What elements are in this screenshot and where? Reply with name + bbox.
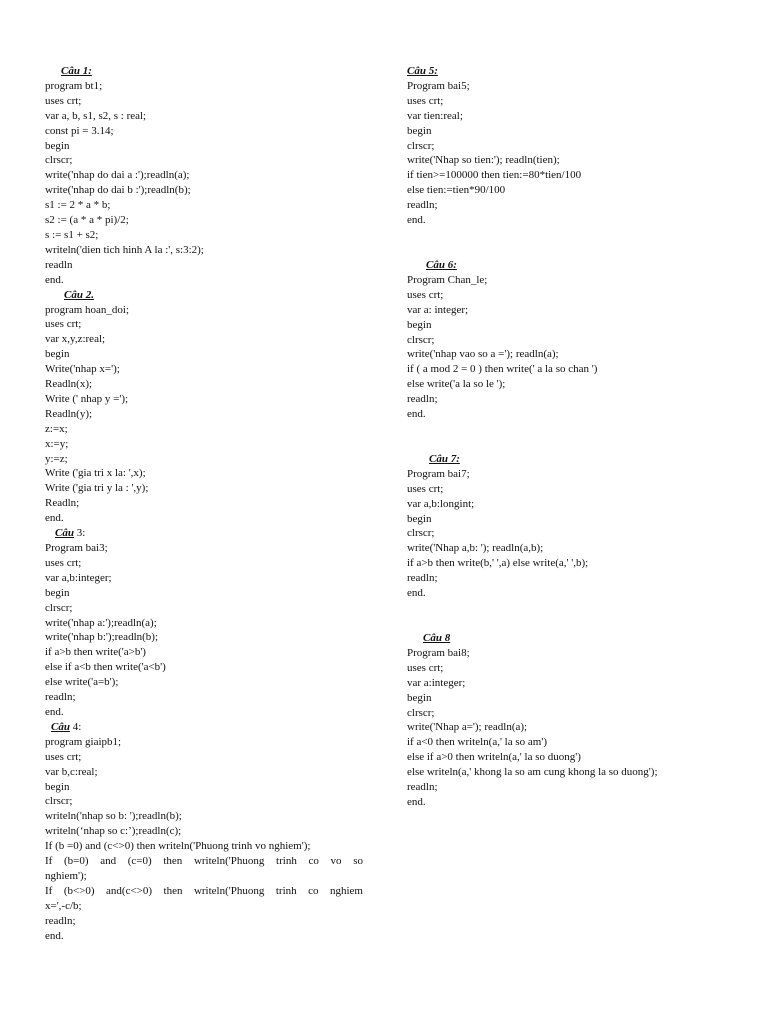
code-line: x=',-c/b; (45, 899, 82, 912)
code-line: begin (45, 139, 70, 152)
code-line: write('Nhap a,b: '); readln(a,b); (407, 542, 544, 555)
code-line: nghiem'); (45, 869, 87, 882)
code-line: var a: integer; (407, 303, 469, 316)
right-column (407, 64, 747, 810)
code-cau-6 (407, 273, 747, 422)
code-line: write('nhap do dai b :');readln(b); (45, 184, 191, 197)
section-cau-6 (407, 258, 747, 422)
code-line: var a:integer; (407, 676, 466, 689)
code-line: var a,b:integer; (45, 571, 112, 584)
code-line: writeln('dien tich hinh A la :', s:3:2); (45, 243, 204, 256)
code-line: s2 := (a * a * pi)/2; (45, 214, 129, 227)
code-line: else tien:=tien*90/100 (407, 184, 506, 197)
code-line: const pi = 3.14; (45, 124, 114, 137)
heading-cau-2: Câu 2. (64, 288, 94, 301)
section-cau-2 (45, 288, 363, 527)
code-line: if a>b then write('a>b') (45, 646, 146, 659)
code-line: write('nhap vao so a ='); readln(a); (407, 348, 559, 361)
section-cau-8 (407, 631, 747, 810)
code-line: begin (407, 318, 432, 331)
heading-cau-8: Câu 8 (423, 632, 451, 644)
code-line: uses crt; (45, 94, 82, 107)
heading-cau-3: Câu 3: (55, 527, 86, 540)
code-line: Program bai3; (45, 542, 108, 554)
code-line: clrscr; (45, 795, 73, 808)
code-cau-3 (45, 541, 363, 720)
heading-cau-6: Câu 6: (426, 258, 457, 271)
code-line: s := s1 + s2; (45, 228, 99, 241)
code-line: uses crt; (407, 482, 444, 495)
code-line: var tien:real; (407, 109, 463, 122)
code-line: write('nhap b:');readln(b); (45, 631, 159, 644)
code-line: Write (' nhap y ='); (45, 392, 129, 405)
code-line: if ( a mod 2 = 0 ) then write(' a la so chan ') (407, 363, 598, 376)
code-line: begin (407, 691, 432, 704)
left-column (45, 64, 363, 943)
code-line: var x,y,z:real; (45, 333, 106, 346)
code-line: end. (45, 273, 64, 286)
code-line: else write('a la so le '); (407, 378, 506, 391)
code-line: Write ('gia tri x la: ',x); (45, 467, 146, 480)
code-line: program bt1; (45, 79, 103, 92)
section-cau-7 (407, 452, 747, 601)
code-line: clrscr; (45, 601, 73, 614)
code-line: readln; (407, 572, 438, 585)
code-line: var b,c:real; (45, 765, 98, 778)
section-cau-4 (45, 720, 363, 944)
code-line: clrscr; (45, 154, 73, 167)
section-cau-3 (45, 526, 363, 720)
code-line: write('Nhap so tien:'); readln(tien); (407, 154, 560, 167)
code-line: else writeln(a,' khong la so am cung khong la so duong'); (407, 766, 658, 779)
code-line: if a<0 then writeln(a,' la so am') (407, 736, 547, 749)
code-line: end. (45, 929, 64, 942)
code-line: uses crt; (45, 556, 82, 569)
code-line: Program Chan_le; (407, 273, 488, 286)
code-line: Program bai8; (407, 646, 470, 659)
section-cau-1 (45, 64, 363, 288)
code-line: z:=x; (45, 422, 68, 435)
code-line: If (b<>0) and(c<>0) then writeln('Phuong trinh co nghiem (45, 884, 363, 897)
code-line: begin (407, 512, 432, 525)
code-line: begin (45, 586, 70, 599)
code-line: else if a>0 then writeln(a,' la so duong') (407, 751, 581, 764)
code-cau-2 (45, 303, 363, 527)
code-line: Program bai7; (407, 467, 470, 480)
code-line: x:=y; (45, 437, 69, 450)
code-line: Write('nhap x='); (45, 363, 120, 376)
code-line: var a, b, s1, s2, s : real; (45, 109, 147, 122)
code-line: end. (407, 408, 426, 421)
code-line: clrscr; (407, 139, 435, 152)
code-line: if a>b then write(b,' ',a) else write(a,' ',b); (407, 557, 589, 570)
code-line: else if a<b then write('a<b') (45, 661, 166, 674)
code-line: Readln(y); (45, 407, 93, 420)
code-line: y:=z; (45, 452, 68, 465)
code-line: end. (45, 512, 64, 525)
code-line: clrscr; (407, 706, 435, 719)
code-line: begin (45, 780, 70, 793)
code-line: end. (45, 705, 64, 718)
code-line: uses crt; (407, 288, 444, 301)
code-line: uses crt; (45, 750, 82, 763)
code-line: Readln(x); (45, 378, 93, 391)
code-line: write('Nhap a='); readln(a); (407, 721, 528, 734)
code-line: readln; (407, 781, 438, 794)
code-line: Write ('gia tri y la : ',y); (45, 482, 149, 495)
code-line: writeln('nhap so b: ');readln(b); (45, 810, 182, 823)
code-line: end. (407, 214, 426, 227)
code-line: end. (407, 795, 426, 808)
code-cau-5 (407, 79, 747, 228)
code-line: Readln; (45, 497, 80, 510)
code-line: var a,b:longint; (407, 497, 475, 510)
code-line: readln (45, 258, 73, 271)
code-line: If (b=0) and (c=0) then writeln('Phuong trinh co vo so (45, 855, 363, 868)
code-cau-7 (407, 467, 747, 601)
heading-cau-7: Câu 7: (429, 452, 460, 465)
code-line: begin (407, 124, 432, 137)
code-line: clrscr; (407, 333, 435, 346)
code-line: write('nhap a:');readln(a); (45, 616, 157, 629)
heading-cau-4: Câu 4: (51, 720, 82, 733)
heading-cau-5: Câu 5: (407, 65, 438, 77)
code-line: If (b =0) and (c<>0) then writeln('Phuong trinh vo nghiem'); (45, 840, 311, 853)
code-line: program giaipb1; (45, 735, 122, 748)
code-line: else write('a=b'); (45, 676, 119, 689)
code-line: uses crt; (407, 661, 444, 674)
code-line: Program bai5; (407, 79, 470, 92)
code-line: writeln(‘nhap so c:’);readln(c); (45, 825, 182, 838)
code-line: readln; (45, 914, 76, 927)
code-line: uses crt; (45, 318, 82, 331)
code-line: write('nhap do dai a :');readln(a); (45, 169, 190, 182)
code-line: readln; (407, 199, 438, 212)
code-line: uses crt; (407, 94, 444, 107)
code-line: s1 := 2 * a * b; (45, 199, 111, 212)
code-line: readln; (407, 393, 438, 406)
section-cau-5 (407, 64, 747, 228)
code-cau-4 (45, 735, 363, 944)
code-cau-1 (45, 79, 363, 288)
heading-cau-1: Câu 1: (61, 65, 92, 77)
code-cau-8 (407, 646, 747, 810)
code-line: readln; (45, 691, 76, 704)
code-line: if tien>=100000 then tien:=80*tien/100 (407, 169, 582, 182)
code-line: program hoan_doi; (45, 303, 130, 316)
code-line: end. (407, 587, 426, 600)
code-line: begin (45, 348, 70, 361)
code-line: clrscr; (407, 527, 435, 540)
